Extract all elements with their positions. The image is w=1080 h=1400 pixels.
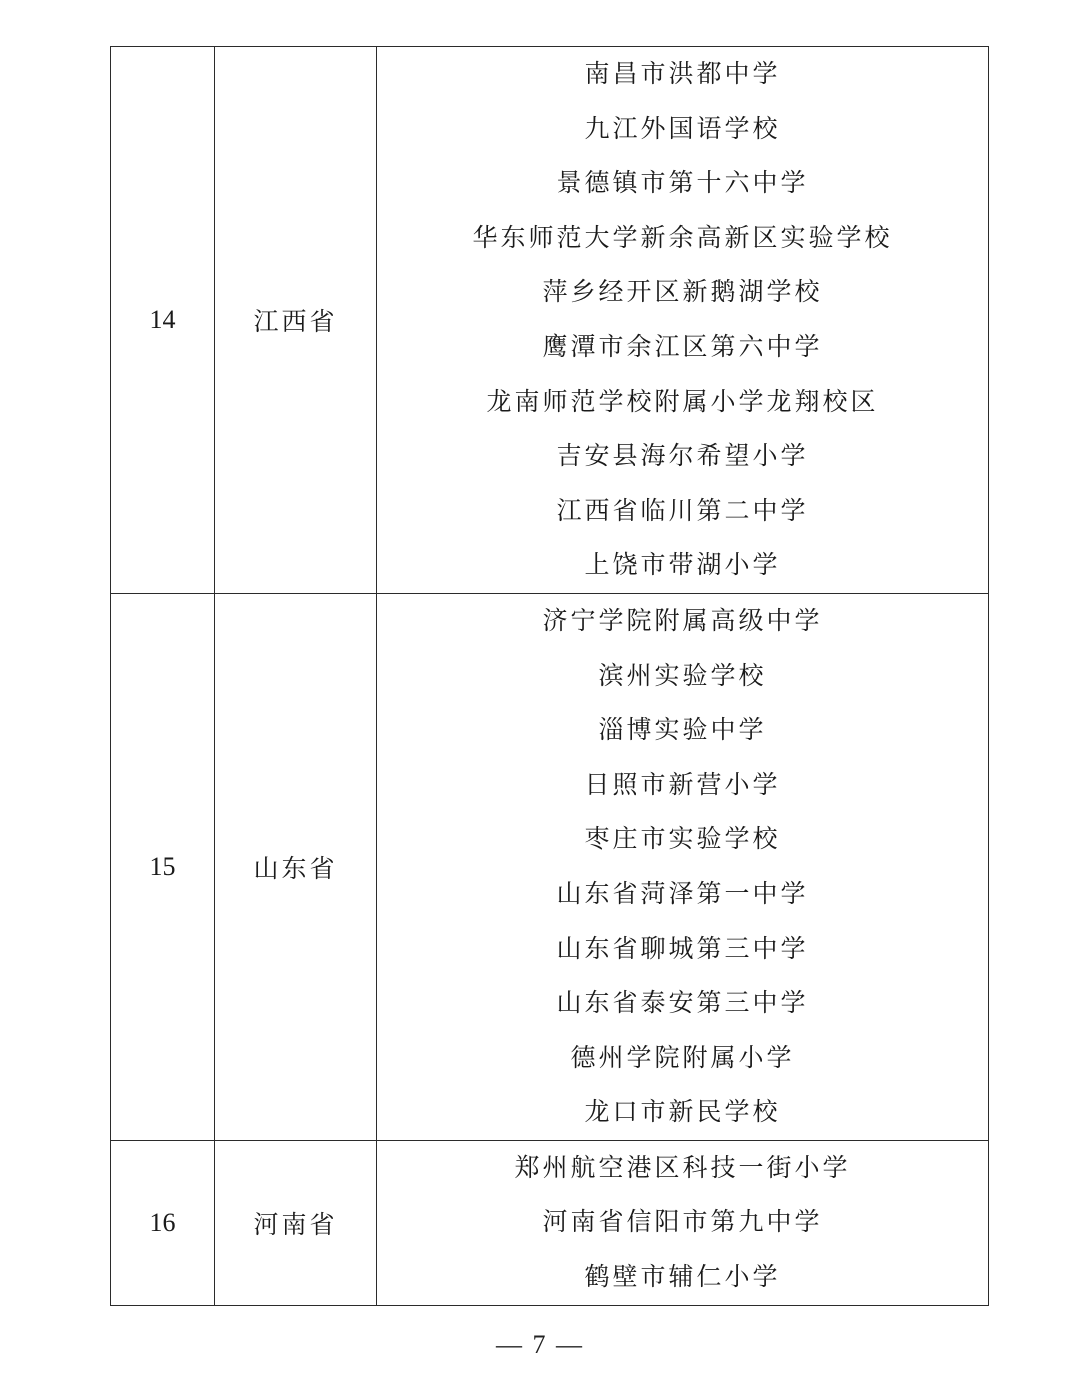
school-name: 鹰潭市余江区第六中学	[542, 331, 823, 361]
page-number: — 7 —	[496, 1330, 584, 1359]
province-name: 江西省	[215, 47, 377, 594]
school-name: 萍乡经开区新鹅湖学校	[542, 277, 823, 307]
school-list-cell	[377, 47, 989, 594]
school-name: 龙南师范学校附属小学龙翔校区	[486, 386, 879, 416]
school-name: 景德镇市第十六中学	[556, 168, 809, 198]
school-name: 郑州航空港区科技一街小学	[514, 1152, 851, 1182]
school-name: 鹤壁市辅仁小学	[584, 1262, 781, 1292]
school-list-cell	[377, 593, 989, 1140]
table-row	[111, 1140, 989, 1305]
row-number: 16	[111, 1140, 215, 1305]
school-name: 日照市新营小学	[584, 769, 781, 799]
row-number: 14	[111, 47, 215, 594]
table-row	[111, 47, 989, 594]
school-name: 山东省泰安第三中学	[556, 988, 809, 1018]
table-row	[111, 593, 989, 1140]
school-name: 龙口市新民学校	[584, 1097, 781, 1127]
row-number: 15	[111, 593, 215, 1140]
school-list-cell	[377, 1140, 989, 1305]
school-name: 枣庄市实验学校	[584, 824, 781, 854]
school-name: 南昌市洪都中学	[584, 59, 781, 88]
school-name: 吉安县海尔希望小学	[556, 441, 809, 471]
school-name: 山东省聊城第三中学	[556, 933, 809, 963]
school-name: 济宁学院附属高级中学	[542, 605, 823, 635]
province-name: 河南省	[215, 1140, 377, 1305]
school-list-table	[110, 46, 989, 1306]
school-name: 上饶市带湖小学	[584, 550, 781, 580]
school-name: 淄博实验中学	[598, 715, 767, 745]
school-name: 华东师范大学新余高新区实验学校	[472, 222, 893, 252]
school-name: 江西省临川第二中学	[556, 495, 809, 525]
school-name: 滨州实验学校	[598, 660, 767, 690]
province-name: 山东省	[215, 593, 377, 1140]
school-name: 河南省信阳市第九中学	[542, 1207, 823, 1237]
school-name: 德州学院附属小学	[570, 1042, 795, 1072]
school-name: 九江外国语学校	[584, 113, 781, 143]
school-name: 山东省菏泽第一中学	[556, 878, 809, 908]
